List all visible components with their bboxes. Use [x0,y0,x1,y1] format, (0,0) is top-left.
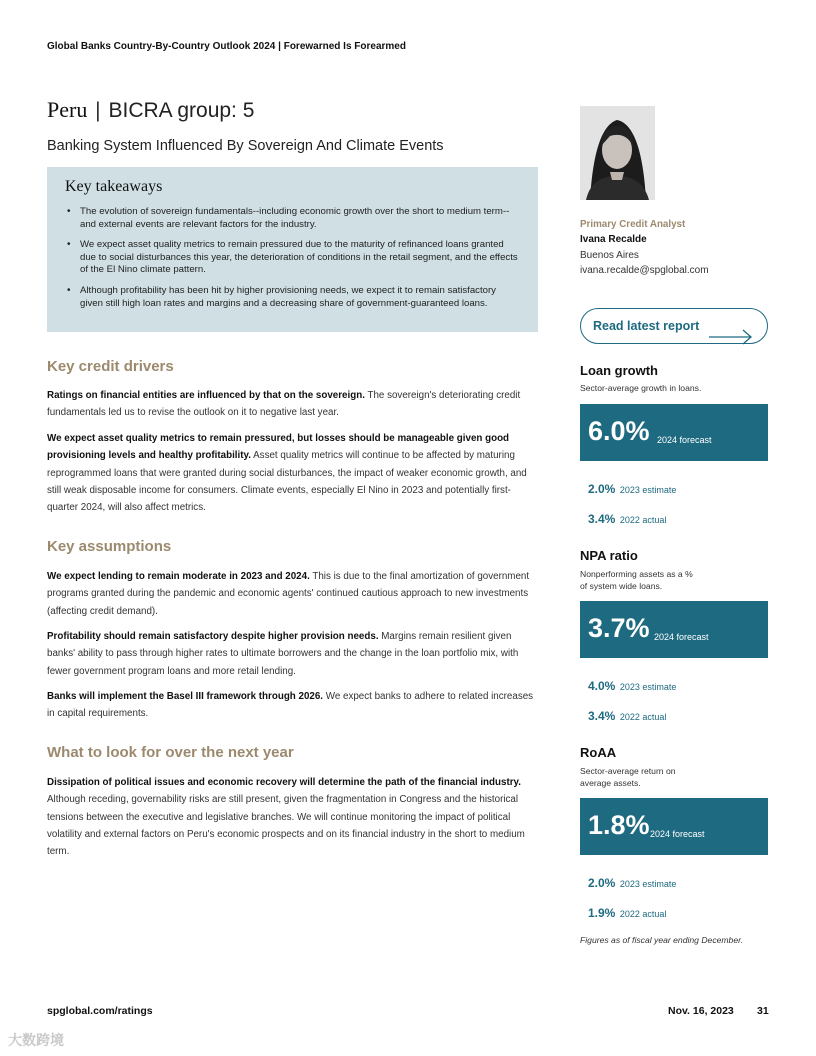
para-body: Although receding, governability risks are still present, given the fragmentation in Congress and the historical tensions between the executive and legislative branches. We will continue monitoring the impact of political volatility and external factors on Peru's economic prospects and on its financial industry in the short to medium term. [47,794,525,858]
para-lead: Profitability should remain satisfactory despite higher provision needs. [47,631,379,642]
title-separator: | [95,99,101,122]
next-year-heading: What to look for over the next year [47,744,294,761]
loan-growth-estimate [588,480,676,498]
assumptions-heading: Key assumptions [47,538,172,555]
takeaways-heading: Key takeaways [65,178,163,195]
credit-driver-paragraph [47,387,541,422]
actual-value: 3.4% [588,512,616,526]
page-subtitle: Banking System Influenced By Sovereign And Climate Events [47,138,444,154]
loan-growth-title: Loan growth [580,363,658,378]
para-body: This is due to the final amortization of government programs granted during the pandemic and economic agents' continued cautious approach to new investments (affecting credit demand). [47,571,530,617]
estimate-value: 2.0% [588,482,616,496]
forecast-label: 2024 forecast [650,829,705,839]
arrow-right-icon [709,329,755,345]
actual-label: 2022 actual [619,909,667,919]
roaa-title: RoAA [580,745,617,760]
loan-growth-actual [588,510,666,528]
para-lead: Banks will implement the Basel III framework through 2026. [47,691,324,702]
analyst-info [580,217,709,278]
forecast-label: 2024 forecast [654,632,709,642]
takeaway-item: • Although profitability has been hit by higher provisioning needs, we expect it to remain satisfactory given still high loan rates and margins and a decreasing share of government-guaranteed loans. [65,285,520,310]
analyst-city: Buenos Aires [580,249,639,261]
country-name: Peru [47,97,88,122]
takeaway-item: • We expect asset quality metrics to remain pressured due to the maturity of refinanced loans granted due to social disturbances this year, the deterioration of conditions in the retail segment, and the effects of the El Nino climate pattern. [65,239,520,277]
assumption-paragraph [47,688,541,723]
npa-ratio-title: NPA ratio [580,548,638,563]
estimate-label: 2023 estimate [619,485,677,495]
para-lead: We expect asset quality metrics to remain pressured, but losses should be manageable given good provisioning levels and healthy profitability. [47,433,510,462]
loan-growth-desc: Sector-average growth in loans. [580,383,702,393]
roaa-estimate [588,874,676,892]
analyst-portrait-icon [580,106,655,200]
estimate-label: 2023 estimate [619,879,677,889]
forecast-value: 1.8% [588,810,650,840]
report-header: Global Banks Country-By-Country Outlook 2024 | Forewarned Is Forearmed [47,41,406,52]
estimate-value: 4.0% [588,679,616,693]
forecast-value: 6.0% [588,416,650,446]
analyst-photo [580,106,655,200]
roaa-desc: Sector-average return on average assets. [580,766,676,788]
bicra-group: BICRA group: 5 [108,99,255,122]
roaa-forecast-box [580,798,768,855]
npa-ratio-actual [588,707,666,725]
read-latest-report-button[interactable] [580,308,768,344]
para-body: The sovereign's deteriorating credit fundamentals led us to revise the outlook on it to negative last year. [47,390,521,419]
actual-label: 2022 actual [619,712,667,722]
figures-note: Figures as of fiscal year ending December. [580,935,744,945]
watermark: 大数跨境 [8,1032,64,1048]
actual-label: 2022 actual [619,515,667,525]
npa-ratio-estimate [588,677,676,695]
assumption-paragraph [47,568,541,620]
para-body: Asset quality metrics will continue to be affected by maturing reprogrammed loans that were granted during social disturbances, the impact of weaker economic growth, and still weak disposable income for consumers. Climate events, especially El Nino in 2023 and potentially first-quarter 2024, will also affect metrics. [47,450,527,514]
npa-ratio-desc: Nonperforming assets as a % of system wide loans. [580,569,693,591]
forecast-label: 2024 forecast [657,435,712,445]
footer-site-link[interactable]: spglobal.com/ratings [47,1005,153,1017]
actual-value: 3.4% [588,709,616,723]
footer-date: Nov. 16, 2023 [668,1005,734,1017]
estimate-value: 2.0% [588,876,616,890]
page-title [47,97,254,123]
forecast-value: 3.7% [588,613,650,643]
page-number: 31 [757,1005,769,1017]
next-year-paragraph [47,774,541,860]
para-lead: Ratings on financial entities are influenced by that on the sovereign. [47,390,365,401]
credit-drivers-heading: Key credit drivers [47,358,174,375]
roaa-actual [588,904,666,922]
para-body: We expect banks to adhere to related increases in capital requirements. [47,691,534,720]
credit-driver-paragraph [47,430,541,516]
para-body: Margins remain resilient given banks' ability to pass through higher rates to ultimate borrowers and the change in the loan portfolio mix, with fewer government program loans and more retail lending. [47,631,519,677]
analyst-email[interactable]: ivana.recalde@spglobal.com [580,264,709,276]
para-lead: We expect lending to remain moderate in 2023 and 2024. [47,571,310,582]
analyst-role: Primary Credit Analyst [580,219,686,230]
actual-value: 1.9% [588,906,616,920]
takeaways-list [65,206,520,310]
loan-growth-forecast-box [580,404,768,461]
assumption-paragraph [47,628,541,680]
read-report-label: Read latest report [593,319,700,333]
analyst-name: Ivana Recalde [580,234,647,246]
npa-ratio-forecast-box [580,601,768,658]
takeaway-item: • The evolution of sovereign fundamentals--including economic growth over the short to medium term--and external events are relevant factors for the industry. [65,206,520,231]
key-takeaways-box [47,167,538,332]
estimate-label: 2023 estimate [619,682,677,692]
para-lead: Dissipation of political issues and economic recovery will determine the path of the financial industry. [47,777,521,788]
